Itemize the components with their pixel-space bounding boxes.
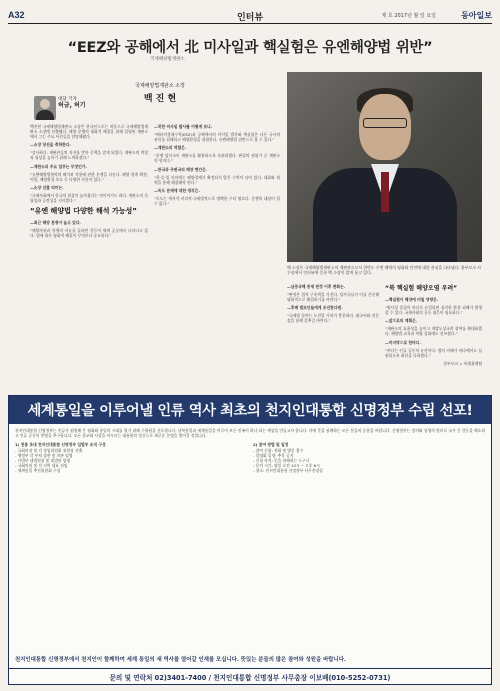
col4-p3: —앞으로의 계획은. (385, 318, 418, 324)
headline-credit: 국제해양법재판소 (150, 57, 185, 62)
col1-p6: —소장 선출 의미는. (30, 184, 64, 190)
advertisement (8, 395, 492, 685)
col4-subhead: “북 핵실험 해양오염 우려” (385, 285, 458, 292)
col3-p8: “국제법 분야는 도전할 가치가 충분하다. 외국어와 전문성을 함께 갖추길 바란다.” (287, 313, 379, 324)
col3-p6: “판정은 법적 구속력을 가진다. 당사국들이 이를 존중해 평화적으로 해결하기를 바란다.” (287, 292, 379, 303)
col4-p2: “방사성 물질이 바다로 유입되면 심각한 환경 피해가 발생할 수 있다. 국제사회의 공동 대응이 필요하다.” (385, 305, 482, 316)
col1-p3: “감사하다. 재판관들의 지지를 받아 중책을 맡게 되었다. 재판소의 역할과 위상을 높이기 위해 노력하겠다.” (30, 150, 148, 161)
col3-p4: “독도는 역사적·지리적·국제법적으로 명백한 우리 영토다. 분쟁의 대상이 될 수 없다.” (154, 195, 280, 207)
ad-list-item: - 신청 자격: 뜻을 함께하는 누구나 (253, 458, 310, 463)
col3-p3: —독도 문제에 대한 생각은. (154, 187, 200, 193)
newspaper-logo: 동아일보 (461, 10, 492, 20)
col3-p2: “한·중·일 사이에는 해양경계가 확정되지 않은 수역이 남아 있다. 대화와 협력을 통해 해결해야 한다.” (154, 174, 280, 185)
page-number: A32 (8, 10, 25, 20)
col4-p6: “바다는 인류 공동의 유산이다. 법의 지배가 바다에서도 실현되도록 최선을 다하겠다.” (385, 347, 482, 358)
page-header (8, 10, 492, 24)
col3-p7: —후배 법조인들에게 조언한다면. (287, 305, 343, 311)
ad-list-item: - 사법부 대법원장 및 대법관 임명 (15, 458, 71, 463)
article-byline: 함부르크 = 특별취재팀 (443, 360, 482, 366)
article-column-3 (287, 284, 379, 388)
ad-list-item: - 세계통일 추진위원회 구성 (15, 468, 61, 473)
reporter-label: 대담 기자 (58, 97, 77, 102)
col1-p1: 백진현 국제해양법재판소 소장은 한국인으로는 처음으로 국제해양법재판소 소장에 선출됐다. 해양 분쟁의 평화적 해결을 위해 설립된 재판소에서 그는 주요 사건들을 담당해왔다. (30, 124, 148, 140)
col1-p5: “유엔해양법협약의 해석과 적용에 관한 분쟁을 다룬다. 해양 경계 획정, 어업, 해양환경 보호 등 다양한 사건이 있다.” (30, 171, 148, 182)
ad-list-left (15, 442, 247, 473)
ad-list-item: - 설명회 일정: 추후 공지 (253, 453, 294, 458)
ad-list-item: - 국회의장 및 각 상임위원회 위원장 선출 (15, 448, 83, 453)
col1-p2: —소장 당선을 축하한다. (30, 142, 71, 148)
reporter-avatar (34, 96, 56, 120)
col2-p2: “해양자원과 항행의 자유를 둘러싼 갈등이 세계 곳곳에서 나타나고 있다. 법에 따른 평화적 해결이 무엇보다 중요하다.” (30, 228, 148, 239)
reporter-info (58, 97, 86, 110)
issue-info: 제 호 2017년 월 일 요일 (381, 13, 436, 19)
ad-list-right (253, 442, 485, 473)
article-column-1 (30, 124, 148, 386)
ad-list-item: - 장소: 천지인대통합 신명정부 사무총장실 (253, 468, 323, 473)
article-column-4 (385, 284, 482, 388)
ad-body: 천지인대통합 신명정부는 인류가 염원해 온 평화와 통일의 시대를 열기 위해 수립됨을 선포합니다. 남북통일과 세계통일을 이루어 모든 민족이 하나 되는 세상을 만들고자 합니다. 이에 뜻을 함께하는 모든 분들의 동참을 바랍니다. 신명정부는 정의와 상생의 원리로 국가 간 갈등을 해소하고 인류 공동의 번영을 추구합니다. 모든 종교와 사상을 아우르는 대통합의 정신으로 새로운 문명을 열어갈 것입니다. (15, 428, 485, 438)
col4-p1: —핵실험이 해양에 미칠 영향은. (385, 297, 439, 302)
col2-p4: “배타적경제수역(EEZ)과 공해에서의 미사일 발사와 핵실험은 다른 국가의 권리를 침해하고 해양환경을 위협한다. 유엔해양법 위반으로 볼 수 있다.” (154, 132, 280, 143)
col3-p5: —남중국해 중재 판정 이후 변화는. (287, 284, 346, 289)
interviewee-title: 국제해양법재판소 소장 (135, 83, 185, 89)
photo-caption: 백 소장은 국제해양법재판소의 재판관으로서 한반도 주변 해역의 평화와 안전에 대한 관심을 나타냈다. 함부르크 사무실에서 인터뷰에 응한 백 소장이 밝게 웃고 있다. (287, 265, 481, 276)
section-title: 인터뷰 (236, 13, 264, 23)
ad-list-right-heading: 2) 참여 방법 및 일정 (253, 442, 289, 447)
col1-p4: —재판소의 주요 업무는 무엇인가. (30, 163, 87, 169)
col3-p1: —한국과 주변국의 해양 현안은. (154, 166, 208, 172)
ad-list-item: - 참여 신청: 전화 및 방문 접수 (253, 448, 304, 453)
interviewee-name: 백 진 현 (143, 94, 177, 104)
ad-list-item: - 행정부 각 부처 장관 및 차관 임명 (15, 453, 73, 458)
col1-p7: “국제사회에서 한국의 위상이 높아졌다는 의미이기도 하다. 재판소의 독립성과 공정성을 지키겠다.” (30, 192, 148, 204)
ad-list-left-heading: 1) 천통 초대 천지인대통합 신명정부 입법부 조직 구성 (15, 442, 106, 447)
interviewee-photo (287, 72, 482, 262)
col2-p3: —북한 미사일 발사를 어떻게 보나. (154, 124, 213, 129)
ad-lists (9, 442, 491, 473)
ad-list-item: - 국회의원 및 각 지역 대표 선임 (15, 463, 68, 468)
ad-list-item: - 문의 시간: 평일 오전 10시 ~ 오후 6시 (253, 463, 320, 468)
col2-p6: “분쟁 당사국이 재판소를 활용하도록 독려하겠다. 판결의 권위가 곧 재판소의 힘이다.” (154, 153, 280, 164)
ad-contact-footer: 문의 및 연락처 02)3401-7400 / 천지인대통합 신명정부 사무총장 이보배(010-5252-0731) (9, 668, 491, 684)
ad-title: 세계통일을 이루어낼 인류 역사 최초의 천지인대통합 신명정부 수립 선포! (9, 396, 491, 424)
headline: “EEZ와 공해에서 北 미사일과 핵실험은 유엔해양법 위반” (67, 40, 433, 56)
col2-subhead: “유엔 해양법 다양한 해석 가능성” (30, 207, 137, 216)
col4-p5: —마지막으로 한마디. (385, 339, 421, 345)
col2-p5: —재판소의 역할은. (154, 145, 187, 151)
col2-p1: —최근 해양 분쟁이 늘고 있다. (30, 220, 81, 226)
reporter-name: 허금, 허기 (58, 102, 86, 109)
article-column-2 (154, 124, 280, 386)
col4-p4: “재판소의 효율성을 높이고 개발도상국의 참여를 확대하겠다. 해양법 교육과 역량 강화에도 힘쓰겠다.” (385, 326, 482, 337)
ad-bottom-text: 천지인대통합 신명정부에서 천지인이 함께하여 세계 통일의 새 역사를 열어갈 인재를 모십니다. 뜻있는 분들의 많은 참여와 성원을 바랍니다. (15, 657, 346, 663)
